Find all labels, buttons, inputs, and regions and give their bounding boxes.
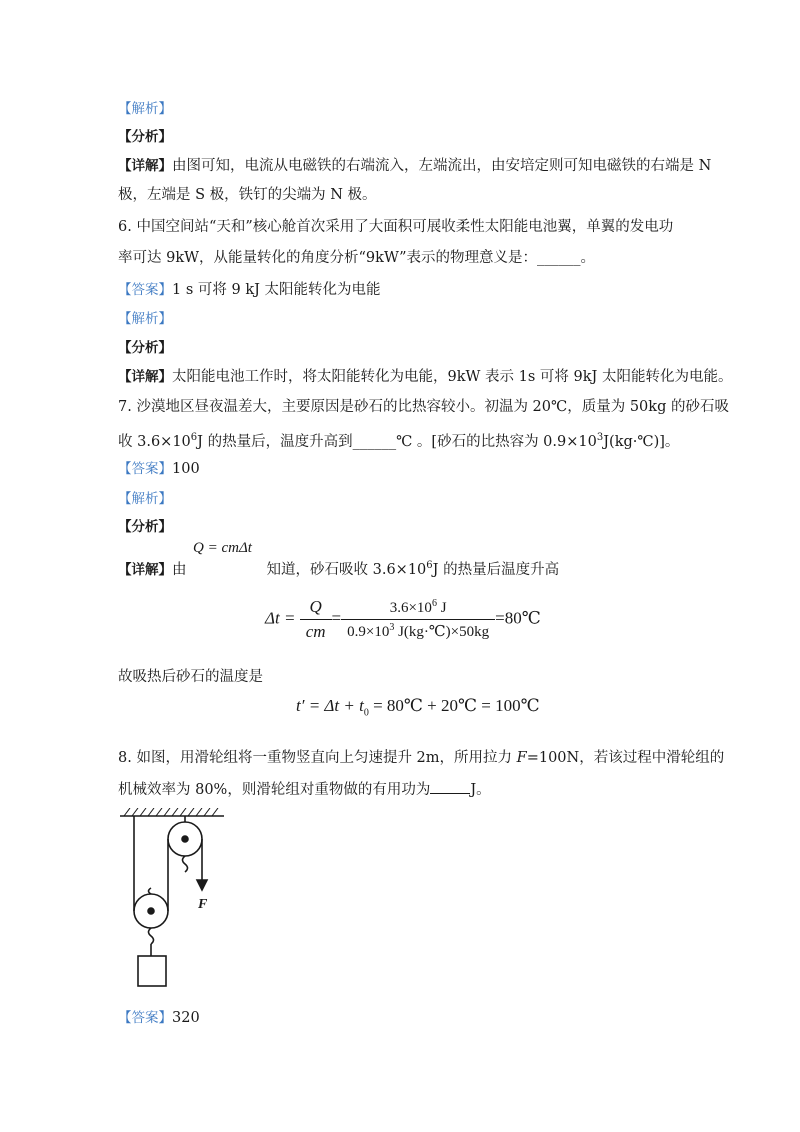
analysis-label: 【解析】 (118, 311, 172, 327)
q8-text-b: =100N，若该过程中滑轮组的 (526, 750, 725, 766)
q7-text-c: J(kg·℃)]。 (603, 433, 680, 450)
pulley-system-figure (118, 808, 228, 993)
question-8-line-1 (118, 748, 724, 768)
eq1-equals: = (331, 608, 342, 628)
heat-formula: Q = cmΔt (193, 540, 252, 556)
detail-paragraph-5 (118, 156, 711, 176)
q8-text-a: 8. 如图，用滑轮组将一重物竖直向上匀速提升 2m，所用拉力 (118, 750, 517, 766)
detail-paragraph-6 (118, 367, 732, 387)
detail-text: 由图可知，电流从电磁铁的右端流入，左端流出，由安培定则可知电磁铁的右端是 N (172, 158, 712, 174)
question-6-line-1: 6. 中国空间站“天和”核心舱首次采用了大面积可展收柔性太阳能电池翼，单翼的发电功 (118, 219, 674, 235)
eq1-frac1-num: Q (300, 597, 332, 620)
breakdown-label: 【分析】 (118, 519, 172, 535)
answer-blank (430, 779, 470, 794)
q7-text-a: 收 3.6×10 (118, 433, 191, 450)
answer-label: 【答案】 (118, 1010, 172, 1026)
question-6-line-2: 率可达 9kW，从能量转化的角度分析“9kW”表示的物理意义是：______。 (118, 250, 596, 266)
eq1-frac2-den: $0.9\times 10^3$ J(kg·℃)×50kg (347, 622, 490, 640)
q8-text-d: J。 (470, 782, 491, 798)
answer-label: 【答案】 (118, 461, 172, 477)
question-7-line-1: 7. 沙漠地区昼夜温差大，主要原因是砂石的比热容较小。初温为 20℃，质量为 50kg 的砂石吸 (118, 399, 729, 415)
answer-7-value: 100 (172, 461, 200, 477)
analysis-label: 【解析】 (118, 491, 172, 507)
detail-label: 【详解】 (118, 369, 172, 385)
q8-force-symbol: F (516, 750, 527, 766)
eq1-fraction-1 (300, 597, 332, 642)
detail-text: 太阳能电池工作时，将太阳能转化为电能，9kW 表示 1s 可将 9kJ 太阳能转化为电能。 (172, 369, 733, 385)
q8-text-c: 机械效率为 80%，则滑轮组对重物做的有用功为 (118, 782, 431, 798)
eq2-b: = 80℃ + 20℃ = 100℃ (368, 696, 540, 715)
breakdown-label: 【分析】 (118, 129, 172, 145)
q7-text-b: J 的热量后，温度升高到______℃ 。[砂石的比热容为 0.9×10 (197, 433, 597, 450)
after-heat-text: 故吸热后砂石的温度是 (118, 669, 263, 685)
equation-delta-t (265, 597, 541, 642)
eq1-result: =80℃ (495, 608, 541, 628)
q7-exp: 6 (190, 432, 198, 443)
force-label: F (198, 897, 208, 912)
question-8-line-2 (118, 779, 491, 800)
answer-label: 【答案】 (118, 282, 172, 298)
equation-final-temp (296, 696, 540, 718)
eq1-frac1-den: cm (305, 622, 326, 641)
detail-text-cont: 极，左端是 S 极，铁钉的尖端为 N 极。 (118, 187, 377, 203)
detail-paragraph-7 (118, 556, 559, 580)
eq2-a: t′ = Δt + t (296, 696, 364, 715)
answer-6-value: 1 s 可将 9 kJ 太阳能转化为电能 (172, 282, 381, 298)
analysis-label: 【解析】 (118, 101, 172, 117)
q7-exp2: 3 (596, 432, 604, 443)
eq1-frac2-num: $3.6\times 10^6$ J (341, 598, 495, 620)
breakdown-label: 【分析】 (118, 340, 172, 356)
detail-label: 【详解】 (118, 561, 172, 578)
detail-label: 【详解】 (118, 158, 172, 174)
answer-7 (118, 459, 200, 479)
eq1-lhs: Δt = (265, 608, 296, 628)
eq1-fraction-2 (341, 598, 495, 641)
answer-8-value: 320 (172, 1010, 200, 1026)
detail-pre: 由 (172, 561, 187, 578)
detail-exp: 6 (426, 560, 433, 571)
eq2-sub: 0 (363, 707, 369, 719)
question-7-line-2 (118, 428, 679, 452)
detail-post-b: J 的热量后温度升高 (432, 561, 560, 578)
answer-6 (118, 280, 381, 300)
answer-8 (118, 1008, 200, 1028)
detail-post-a: 知道，砂石吸收 3.6×10 (266, 561, 427, 578)
